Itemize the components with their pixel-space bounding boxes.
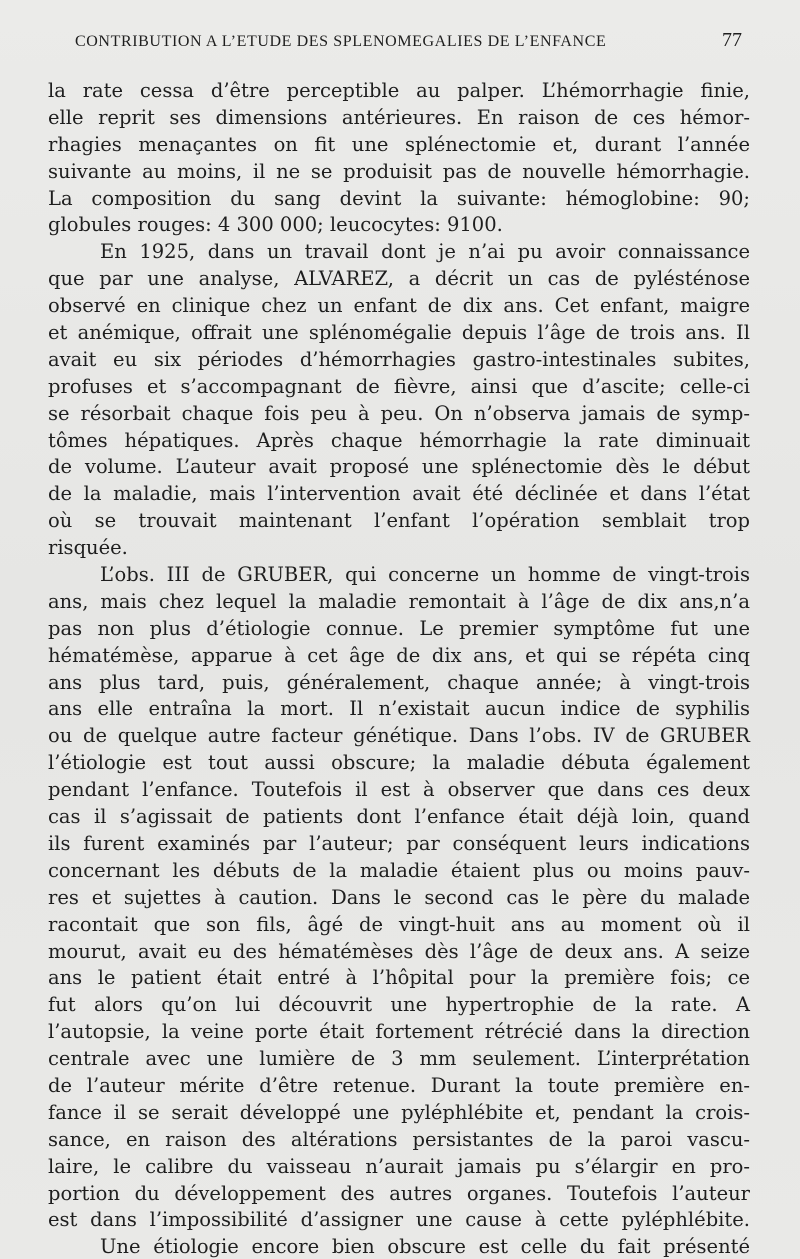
text-line: est dans l’impossibilité d’assigner une cause à cette pyléphlébite. — [48, 1208, 750, 1232]
text-line: globules rouges: 4 300 000; leucocytes: 9100. — [48, 213, 503, 237]
text-line: racontait que son fils, âgé de vingt-huit ans au moment où il — [48, 912, 750, 936]
page-number: 77 — [722, 29, 742, 51]
text-line: ans plus tard, puis, généralement, chaque année; à vingt-trois — [48, 670, 750, 694]
text-line: La composition du sang devint la suivante: hémoglobine: 90; — [48, 186, 750, 210]
text-line: de la maladie, mais l’intervention avait été déclinée et dans l’état — [48, 482, 750, 506]
text-line: observé en clinique chez un enfant de dix ans. Cet enfant, maigre — [48, 294, 750, 318]
text-line: res et sujettes à caution. Dans le second cas le père du malade — [48, 885, 750, 909]
text-line: de l’auteur mérite d’être retenue. Durant la toute première en- — [48, 1073, 750, 1097]
text-line: concernant les débuts de la maladie étaient plus ou moins pauv- — [48, 858, 750, 882]
text-line: la rate cessa d’être perceptible au palper. L’hémorrhagie finie, — [48, 79, 750, 102]
text-line: laire, le calibre du vaisseau n’aurait jamais pu s’élargir en pro- — [48, 1154, 750, 1178]
text-line: sance, en raison des altérations persistantes de la paroi vascu- — [48, 1127, 750, 1151]
text-line: que par une analyse, ALVAREZ, a décrit un cas de pylésténose — [48, 267, 750, 291]
paragraph-first-line: Une étiologie encore bien obscure est celle du fait présenté — [100, 1235, 750, 1259]
text-line: elle reprit ses dimensions antérieures. En raison de ces hémor- — [48, 105, 750, 129]
paragraph-first-line: L’obs. III de GRUBER, qui concerne un homme de vingt-trois — [100, 563, 750, 587]
text-line: mourut, avait eu des hématémèses dès l’âge de deux ans. A seize — [48, 939, 750, 963]
text-line: pendant l’enfance. Toutefois il est à observer que dans ces deux — [48, 778, 750, 802]
text-line: rhagies menaçantes on fit une splénectomie et, durant l’année — [48, 132, 750, 156]
text-line: profuses et s’accompagnant de fièvre, ainsi que d’ascite; celle-ci — [48, 374, 750, 398]
text-line: tômes hépatiques. Après chaque hémorrhagie la rate diminuait — [48, 428, 750, 452]
text-line: suivante au moins, il ne se produisit pas de nouvelle hémorrhagie. — [48, 159, 750, 183]
text-line: l’autopsie, la veine porte était fortement rétrécié dans la direction — [48, 1020, 750, 1044]
text-line: et anémique, offrait une splénomégalie depuis l’âge de trois ans. Il — [48, 321, 750, 345]
running-title: CONTRIBUTION A L’ETUDE DES SPLENOMEGALIES DE L’ENFANCE — [75, 33, 607, 50]
text-line: ans le patient était entré à l’hôpital pour la première fois; ce — [48, 966, 750, 990]
text-line: portion du développement des autres organes. Toutefois l’auteur — [48, 1181, 750, 1205]
text-line: risquée. — [48, 536, 128, 560]
text-line: ans, mais chez lequel la maladie remontait à l’âge de dix ans,n’a — [48, 589, 750, 613]
text-line: hématémèse, apparue à cet âge de dix ans, et qui se répéta cinq — [48, 643, 750, 667]
text-line: ils furent examinés par l’auteur; par conséquent leurs indications — [48, 831, 750, 855]
text-line: ou de quelque autre facteur génétique. Dans l’obs. IV de GRUBER — [48, 724, 750, 748]
text-line: centrale avec une lumière de 3 mm seulement. L’interprétation — [48, 1047, 750, 1071]
text-line: l’étiologie est tout aussi obscure; la maladie débuta également — [48, 751, 750, 775]
text-line: fance il se serait développé une pyléphlébite et, pendant la crois- — [48, 1100, 750, 1124]
text-line: pas non plus d’étiologie connue. Le premier symptôme fut une — [48, 616, 750, 640]
body-text — [48, 78, 750, 1259]
text-line: ans elle entraîna la mort. Il n’existait aucun indice de syphilis — [48, 697, 750, 721]
running-head — [60, 29, 742, 57]
text-line: se résorbait chaque fois peu à peu. On n’observa jamais de symp- — [48, 401, 750, 425]
text-line: cas il s’agissait de patients dont l’enfance était déjà loin, quand — [48, 805, 750, 829]
text-line: de volume. L’auteur avait proposé une splénectomie dès le début — [48, 455, 750, 479]
text-line: fut alors qu’on lui découvrit une hypertrophie de la rate. A — [48, 993, 750, 1017]
paragraph-first-line: En 1925, dans un travail dont je n’ai pu avoir connaissance — [100, 240, 750, 264]
text-line: où se trouvait maintenant l’enfant l’opération semblait trop — [48, 509, 750, 533]
text-line: avait eu six périodes d’hémorrhagies gastro-intestinales subites, — [48, 347, 750, 371]
